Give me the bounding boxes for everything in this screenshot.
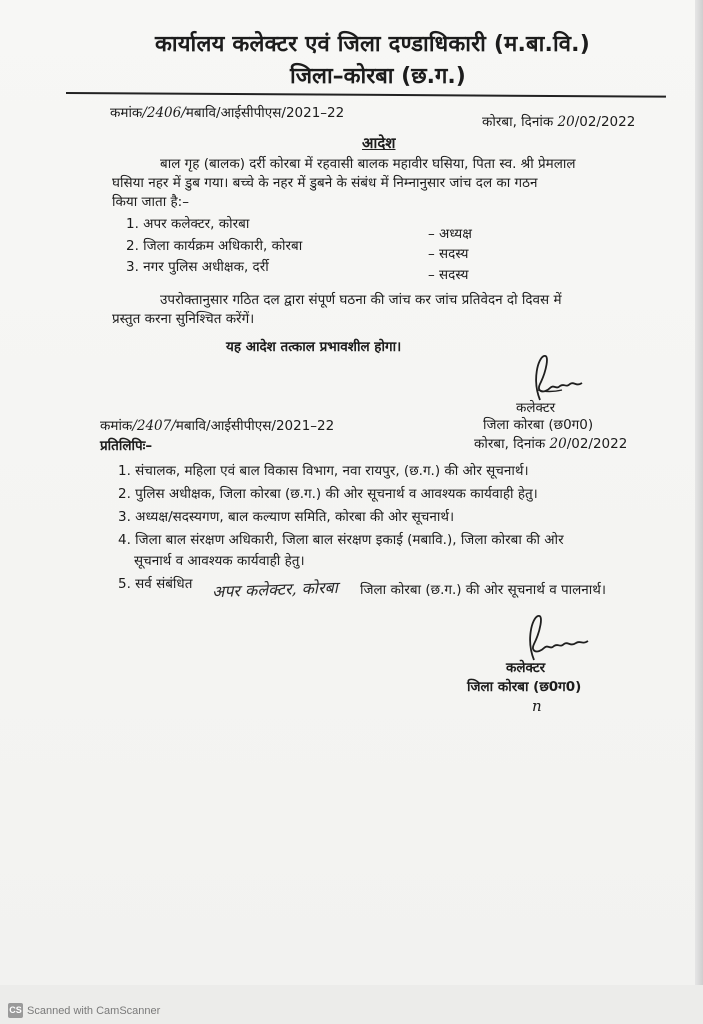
committee-member-name: 2. जिला कार्यक्रम अधिकारी, कोरबा bbox=[126, 238, 303, 254]
date-prefix: कोरबा, दिनांक bbox=[482, 114, 554, 130]
copy-recipient-item: 4. जिला बाल संरक्षण अधिकारी, जिला बाल संरक्षण इकाई (मबावि.), जिला कोरबा की ओर bbox=[118, 532, 564, 548]
ref-prefix: कमांक bbox=[100, 418, 133, 434]
header-divider bbox=[66, 92, 666, 98]
signatory-designation-2: कलेक्टर bbox=[506, 660, 546, 676]
committee-member-name: 1. अपर कलेक्टर, कोरबा bbox=[126, 216, 250, 232]
order-date-1 bbox=[482, 112, 635, 130]
order-reference-2 bbox=[100, 416, 334, 434]
signatory-designation-1: कलेक्टर bbox=[516, 400, 556, 416]
date-day: 20 bbox=[549, 436, 567, 452]
order-paragraph-line: उपरोक्तानुसार गठित दल द्वारा संपूर्ण घठना की जांच कर जांच प्रतिवेदन दो दिवस में bbox=[160, 292, 562, 308]
effect-statement: यह आदेश तत्काल प्रभावशील होगा। bbox=[226, 339, 402, 355]
copy-recipient-item-continued: सूचनार्थ व आवश्यक कार्यवाही हेतु। bbox=[134, 553, 305, 569]
committee-member-role: – अध्यक्ष bbox=[428, 226, 472, 242]
committee-member-role: – सदस्य bbox=[428, 246, 469, 262]
copy-recipient-item-continued: जिला कोरबा (छ.ग.) की ओर सूचनार्थ व पालनार्थ। bbox=[360, 582, 607, 598]
committee-member-role: – सदस्य bbox=[428, 267, 469, 283]
order-paragraph-line: प्रस्तुत करना सुनिश्चित करेंगें। bbox=[112, 311, 255, 327]
copy-recipient-item: 5. सर्व संबंधित bbox=[118, 576, 193, 592]
district-title: जिला–कोरबा (छ.ग.) bbox=[290, 64, 466, 89]
ref-prefix: कमांक bbox=[110, 105, 143, 121]
date-rest: /02/2022 bbox=[574, 114, 636, 130]
ref-suffix: मबावि/आईसीपीएस/2021–22 bbox=[175, 418, 335, 434]
order-paragraph-line: बाल गृह (बालक) दर्री कोरबा में रहवासी बालक महावीर घसिया, पिता स्व. श्री प्रेमलाल bbox=[160, 156, 576, 172]
signatory-district-1: जिला कोरबा (छ0ग0) bbox=[483, 417, 594, 433]
order-heading: आदेश bbox=[362, 134, 396, 152]
office-title: कार्यालय कलेक्टर एवं जिला दण्डाधिकारी (म.बा.वि.) bbox=[155, 32, 590, 57]
ref-suffix: मबावि/आईसीपीएस/2021–22 bbox=[185, 105, 345, 121]
scanner-watermark: Scanned with CamScanner bbox=[27, 1005, 161, 1017]
ref-number: /2406/ bbox=[142, 105, 186, 121]
committee-member-name: 3. नगर पुलिस अधीक्षक, दर्री bbox=[126, 259, 269, 275]
copy-recipient-item: 1. संचालक, महिला एवं बाल विकास विभाग, नवा रायपुर, (छ.ग.) की ओर सूचनार्थ। bbox=[118, 463, 529, 479]
page-edge-shadow bbox=[695, 0, 703, 1000]
camscanner-logo-icon: CS bbox=[8, 1003, 23, 1018]
handwritten-recipient-note: अपर कलेक्टर, कोरबा bbox=[211, 577, 339, 602]
copy-recipient-item: 3. अध्यक्ष/सदस्यगण, बाल कल्याण समिति, कोरबा की ओर सूचनार्थ। bbox=[118, 509, 455, 525]
date-day: 20 bbox=[557, 114, 575, 130]
handwritten-initial: n bbox=[532, 697, 542, 715]
copy-recipient-item: 2. पुलिस अधीक्षक, जिला कोरबा (छ.ग.) की ओर सूचनार्थ व आवश्यक कार्यवाही हेतु। bbox=[118, 486, 538, 502]
date-prefix: कोरबा, दिनांक bbox=[474, 436, 546, 452]
order-reference-1 bbox=[110, 103, 344, 121]
date-rest: /02/2022 bbox=[566, 436, 628, 452]
copy-to-label: प्रतिलिपिः– bbox=[100, 438, 153, 454]
order-date-2 bbox=[474, 434, 627, 452]
order-paragraph-line: किया जाता है:– bbox=[112, 194, 189, 210]
ref-number: /2407/ bbox=[132, 418, 176, 434]
signatory-district-2: जिला कोरबा (छ0ग0) bbox=[467, 679, 582, 695]
order-paragraph-line: घसिया नहर में डुब गया। बच्चे के नहर में डुबने के संबंध में निम्नानुसार जांच दल का गठन bbox=[112, 175, 538, 191]
